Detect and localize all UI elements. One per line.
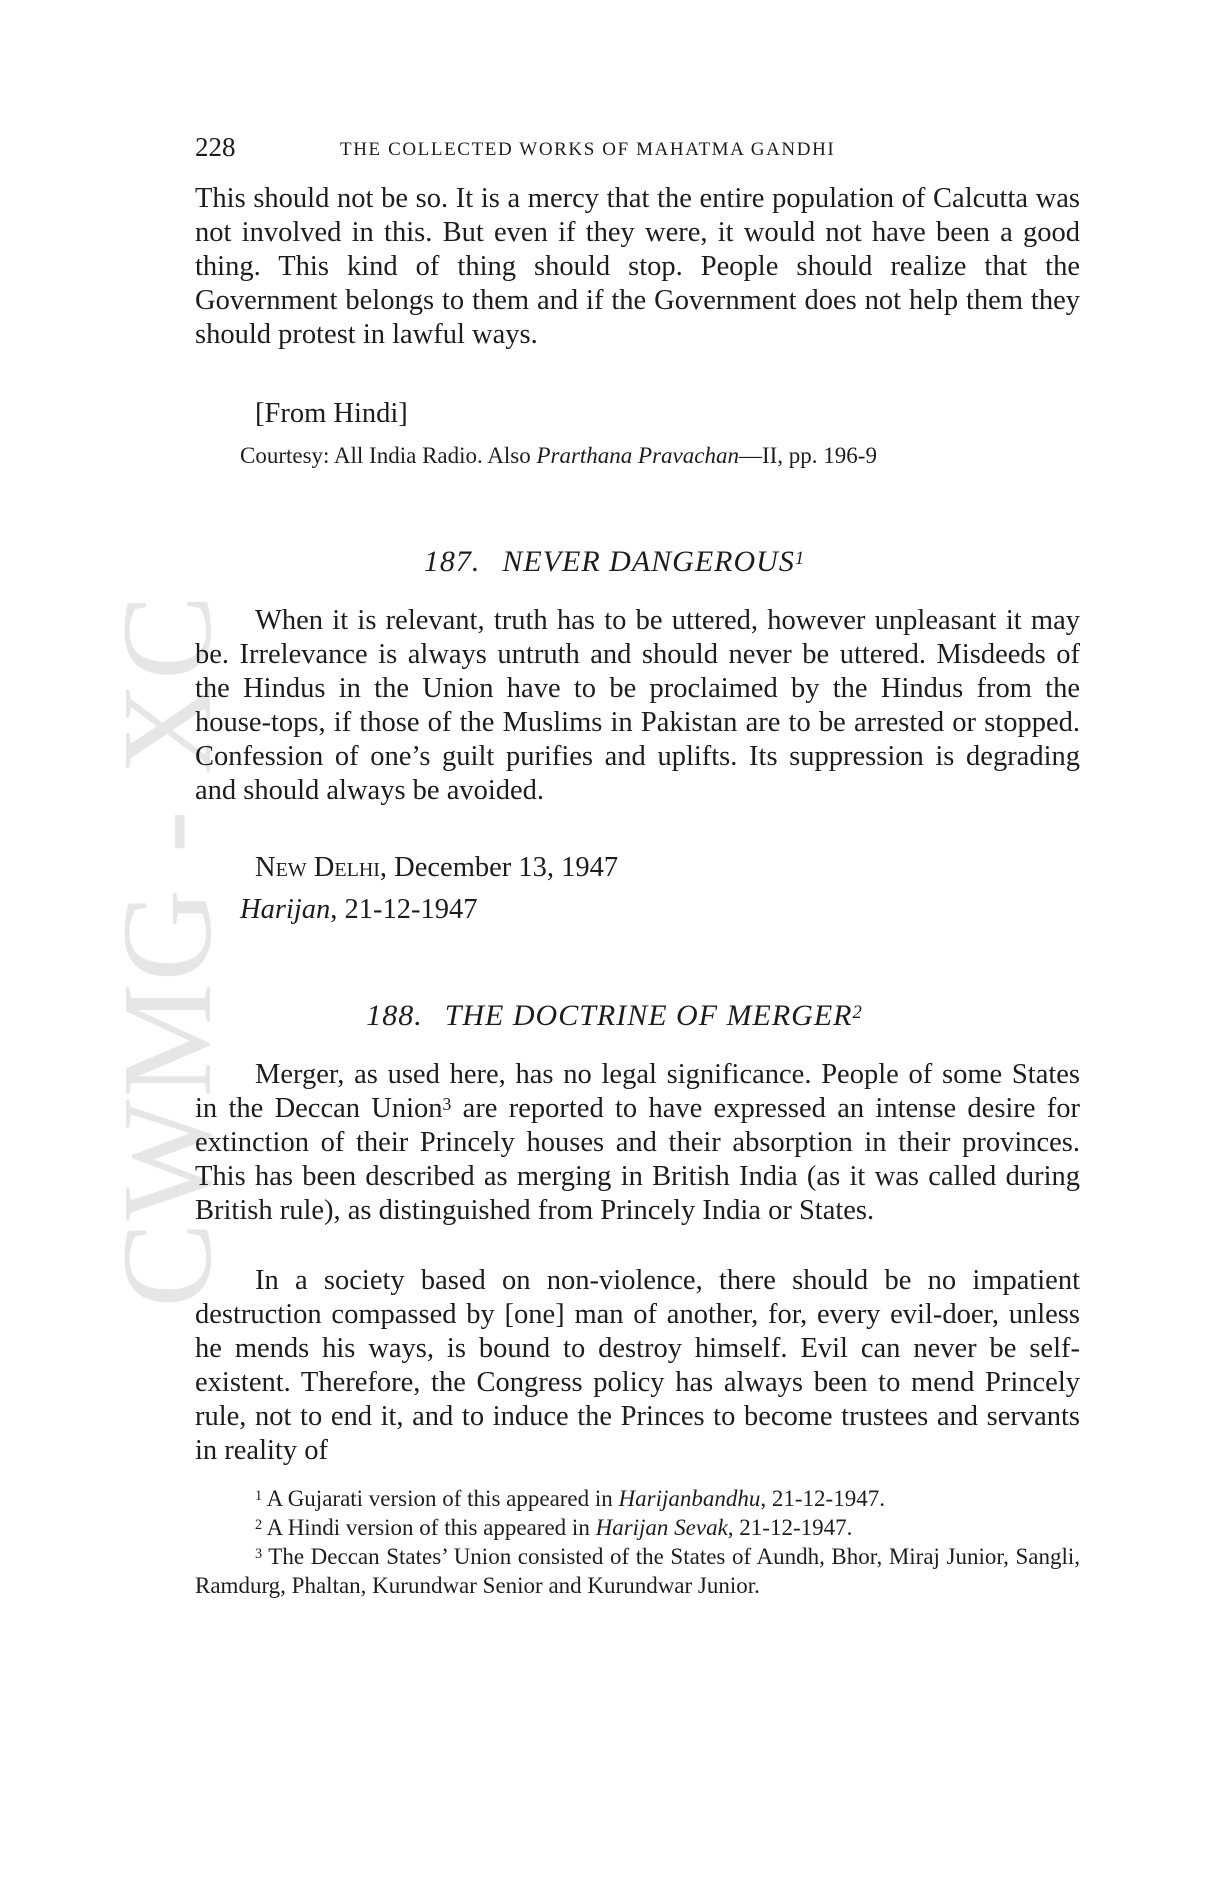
- article-187-title: NEVER DANGEROUS: [502, 545, 795, 578]
- watermark-text: CWMG - XC: [96, 592, 238, 1308]
- p1-note-ref: 3: [442, 1093, 452, 1114]
- p1-before: Merger, as used here, has no legal significance. People of some States in the Deccan Union: [195, 1059, 1080, 1124]
- article-188-heading: [0, 996, 1229, 1036]
- footnote-2: [195, 1513, 1080, 1542]
- footnote-3: [195, 1542, 1080, 1600]
- footnote-2-italic: Harijan Sevak: [595, 1515, 728, 1540]
- source-note: [From Hindi]: [255, 398, 408, 429]
- article-187-source: [240, 893, 478, 927]
- footnote-1-text: A Gujarati version of this appeared in: [262, 1486, 619, 1511]
- article-188-note-ref: 2: [852, 1001, 863, 1023]
- footnote-3-text: The Deccan States’ Union consisted of the States of Aundh, Bhor, Miraj Junior, Sangli, Ramdurg, Phaltan, Kurundwar Senior and Kurundwar Junior.: [195, 1544, 1080, 1598]
- courtesy-line: [240, 441, 877, 471]
- prev-article-paragraph: This should not be so. It is a mercy that the entire population of Calcutta was not involved in this. But even if they were, it would not have been a good thing. This kind of thing should stop. People should realize that the Government belongs to them and if the Government does not help them they should protest in lawful ways.: [195, 183, 1080, 350]
- courtesy-lead: Courtesy: All India Radio. Also: [240, 443, 537, 468]
- footnote-3-ref: 3: [255, 1546, 263, 1563]
- footnote-1: [195, 1484, 1080, 1513]
- footnote-1-tail: , 21-12-1947.: [760, 1486, 885, 1511]
- article-188-paragraph-2: In a society based on non-violence, there should be no impatient destruction compassed by [one] man of another, for, every evil-doer, unless he mends his ways, is bound to destroy himself. Evil can never be self-existent. Therefore, the Congress policy has always been to mend Princely rule, not to end it, and to induce the Princes to become trustees and servants in reality of: [195, 1265, 1080, 1466]
- article-187-dateline: [255, 851, 618, 885]
- footnote-2-tail: , 21-12-1947.: [727, 1515, 853, 1540]
- article-187-heading: [0, 542, 1229, 582]
- article-188-paragraph-1: [195, 1058, 1080, 1228]
- dateline-date: , December 13, 1947: [379, 852, 619, 883]
- courtesy-tail: —II, pp. 196-9: [738, 443, 877, 468]
- footnote-2-ref: 2: [255, 1517, 263, 1534]
- running-header: [195, 132, 1080, 166]
- page-number: 228: [195, 132, 236, 162]
- article-187-paragraph: When it is relevant, truth has to be uttered, however unpleasant it may be. Irrelevance is always untruth and should never be uttered. Misdeeds of the Hindus in the Union have to be proclaimed by the Hindus from the house-tops, if those of the Muslims in Pakistan are to be arrested or stopped. Confession of one’s guilt purifies and uplifts. Its suppression is degrading and should always be avoided.: [195, 605, 1080, 806]
- running-title: THE COLLECTED WORKS OF MAHATMA GANDHI: [340, 139, 836, 160]
- footnotes: [195, 1484, 1080, 1600]
- article-188-title: THE DOCTRINE OF MERGER: [444, 999, 853, 1032]
- article-187-source-title: Harijan: [240, 894, 331, 925]
- article-188-number: 188.: [366, 999, 423, 1032]
- footnote-1-italic: Harijanbandhu: [618, 1486, 761, 1511]
- article-187-source-date: , 21-12-1947: [330, 894, 478, 925]
- footnote-1-ref: 1: [255, 1488, 263, 1505]
- article-187-note-ref: 1: [794, 547, 806, 569]
- p1-after: are reported to have expressed an intense desire for extinction of their Princely houses and their absorption in their provinces. This has been described as merging in British India (as it was called during British rule), as distinguished from Princely India or States.: [195, 1093, 1080, 1226]
- dateline-place: New Delhi: [255, 852, 380, 883]
- article-187-number: 187.: [423, 545, 481, 578]
- footnote-2-text: A Hindi version of this appeared in: [262, 1515, 596, 1540]
- courtesy-title: Prarthana Pravachan: [536, 443, 739, 468]
